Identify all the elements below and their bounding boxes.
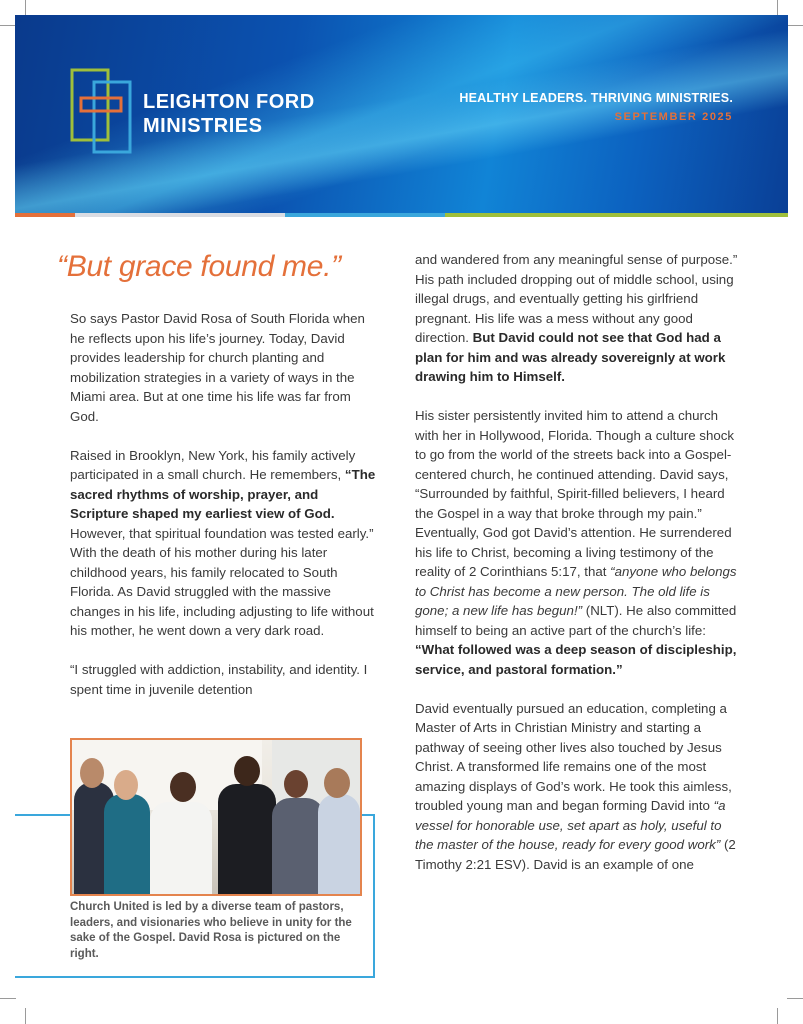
paragraph	[415, 406, 740, 679]
paragraph: So says Pastor David Rosa of South Florida when he reflects upon his life’s journey. Today, David provides leadership for church planting and mobilization strategies in a variety of ways in the Miami area. But at one time his life was far from God.	[70, 311, 365, 424]
paragraph	[70, 446, 380, 641]
bold-quote: “What followed was a deep season of discipleship, service, and pastoral formation.”	[415, 642, 737, 677]
text-run: However, that spiritual foundation was tested early.” With the death of his mother during his later childhood years, his family relocated to South Florida. As David struggled with the massive changes in his life, including adjusting to life without his mother, he went down a very dark road.	[70, 525, 374, 638]
org-name-line1: LEIGHTON FORD	[143, 91, 315, 113]
paragraph	[415, 699, 740, 875]
article-right-column	[415, 250, 740, 894]
photo-caption: Church United is led by a diverse team of pastors, leaders, and visionaries who believe in unity for the sake of the Gospel. David Rosa is pictured on the right.	[70, 901, 352, 960]
stripe-orange	[15, 213, 75, 217]
issue-date: SEPTEMBER 2025	[614, 111, 733, 123]
crop-mark	[0, 998, 16, 999]
scripture-quote: “a vessel for honorable use, set apart as holy, useful to the master of the house, ready for every good work”	[415, 798, 726, 852]
header-banner	[15, 15, 788, 213]
text-run: David eventually pursued an education, completing a Master of Arts in Christian Ministry and starting a pathway of seeing other lives also touched by Jesus Christ. A transformed life remains one of the most amazing displays of God’s work. He took this aimless, troubled young man and began forming David into	[415, 700, 732, 813]
bold-quote: “The sacred rhythms of worship, prayer, and Scripture shaped my earliest view of God.	[70, 467, 376, 521]
org-name-line2: MINISTRIES	[143, 115, 263, 137]
crop-mark	[777, 1008, 778, 1024]
tagline: HEALTHY LEADERS. THRIVING MINISTRIES.	[459, 91, 733, 105]
article-left-column	[70, 309, 380, 719]
paragraph	[415, 250, 740, 387]
paragraph: “I struggled with addiction, instability, and identity. I spent time in juvenile detention	[70, 662, 368, 697]
text-run: (NLT). He also committed himself to being an active part of the church’s life:	[415, 603, 737, 638]
article-headline: “But grace found me.”	[57, 250, 341, 283]
crop-mark	[25, 1008, 26, 1024]
stripe-green	[445, 213, 788, 217]
team-photo	[70, 738, 362, 896]
crop-mark	[777, 0, 778, 16]
crop-mark	[787, 998, 803, 999]
cross-frames-logo-icon	[70, 68, 132, 168]
org-name	[143, 90, 315, 138]
crop-mark	[787, 25, 803, 26]
stripe-gray	[75, 213, 285, 217]
text-run: (2 Timothy 2:21 ESV). David is an example of one	[415, 837, 736, 872]
text-run: Raised in Brooklyn, New York, his family actively participated in a small church. He remembers,	[70, 447, 356, 482]
crop-mark	[0, 25, 16, 26]
stripe-blue	[285, 213, 445, 217]
text-run: His sister persistently invited him to attend a church with her in Hollywood, Florida. Though a culture shock to go from the world of the streets back into a Gospel-centered church, he continued attending. David says, “Surrounded by faithful, Spirit-filled believers, I heard the Gospel in a way that broke through my pain.” Eventually, God got David’s attention. He surrendered his life to Christ, becoming a living testimony of the reality of 2 Corinthians 5:17, that	[415, 408, 735, 579]
scripture-quote: “anyone who belongs to Christ has become a new person. The old life is gone; a new life has begun!”	[415, 564, 737, 618]
text-run: and wandered from any meaningful sense of purpose.” His path included dropping out of middle school, using illegal drugs, and eventually getting his girlfriend pregnant. His life was a mess without any good direction.	[415, 252, 738, 345]
bold-statement: But David could not see that God had a plan for him and was already sovereignly at work drawing him to Himself.	[415, 330, 726, 384]
crop-mark	[25, 0, 26, 16]
